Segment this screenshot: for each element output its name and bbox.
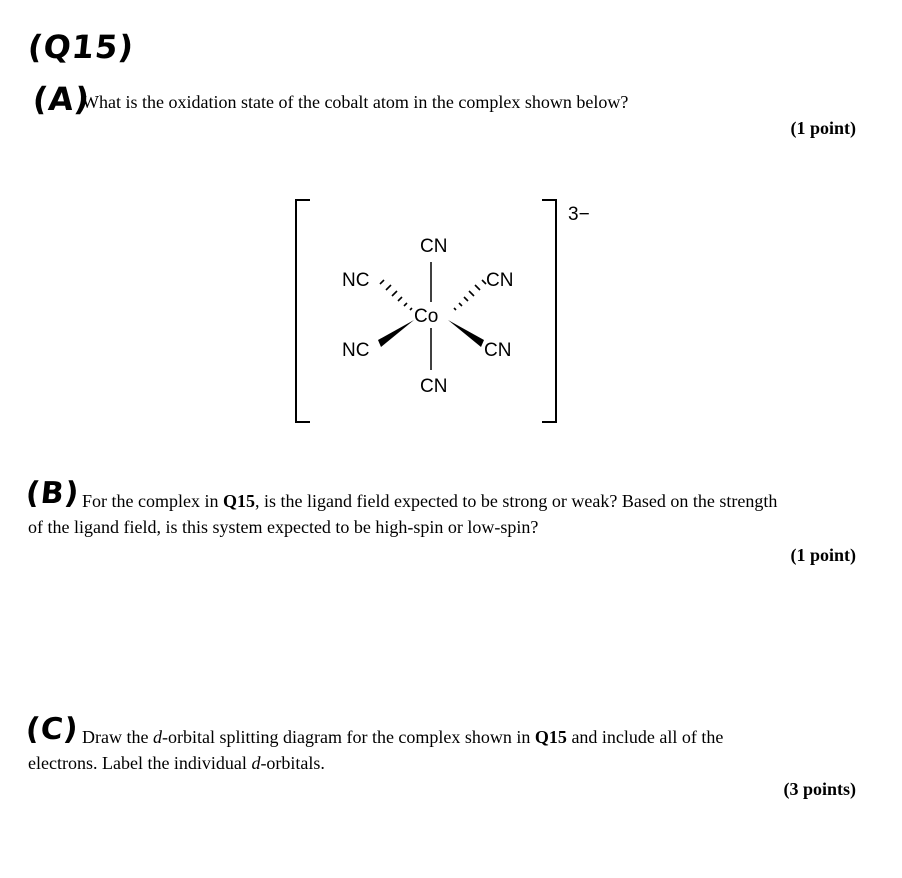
ligand-upper-right: CN xyxy=(486,270,514,291)
part-c-d-italic: d xyxy=(152,727,162,747)
part-c-question-line1 xyxy=(82,724,723,750)
ligand-lower-left: NC xyxy=(342,340,370,361)
part-b-text-a: For the complex in xyxy=(82,491,223,511)
part-c-text-d: electrons. Label the individual xyxy=(28,753,252,773)
hashed-bond-upper-left xyxy=(380,280,412,310)
part-b-q15-ref: Q15 xyxy=(222,491,255,511)
part-c-d-italic-2: d xyxy=(251,753,261,773)
part-b-question-line1 xyxy=(82,488,777,514)
right-bracket xyxy=(542,200,556,422)
part-b-text-b: , is the ligand field expected to be strong or weak? Based on the strength xyxy=(255,491,778,511)
complex-charge: 3− xyxy=(568,204,590,225)
question-number-handwritten: (Q15) xyxy=(26,28,136,66)
left-bracket xyxy=(296,200,310,422)
metal-center: Co xyxy=(414,306,439,327)
ligand-upper-left: NC xyxy=(342,270,370,291)
part-b-handwritten-label: (B) xyxy=(24,476,82,511)
part-c-q15-ref: Q15 xyxy=(534,727,567,747)
part-a-handwritten-label: (A) xyxy=(31,80,93,118)
ligand-lower-right: CN xyxy=(484,340,512,361)
part-a-question: What is the oxidation state of the cobalt atom in the complex shown below? xyxy=(82,92,629,112)
part-a-points: (1 point) xyxy=(790,118,856,138)
part-c-text-a: Draw the xyxy=(82,727,153,747)
part-c-question-line2 xyxy=(28,750,325,776)
part-c-text-b: -orbital splitting diagram for the complex shown in xyxy=(161,727,535,747)
part-b-points: (1 point) xyxy=(790,545,856,565)
part-c-text-e: -orbitals. xyxy=(260,753,325,773)
ligand-top: CN xyxy=(420,236,448,257)
cobalt-complex-diagram xyxy=(280,190,620,430)
part-c-points: (3 points) xyxy=(783,779,856,799)
wedge-bond-lower-right xyxy=(448,320,484,347)
hashed-bond-upper-right xyxy=(454,280,486,310)
wedge-bond-lower-left xyxy=(378,320,414,347)
part-b-question-line2: of the ligand field, is this system expected to be high-spin or low-spin? xyxy=(28,517,539,537)
part-c-handwritten-label: (C) xyxy=(24,712,81,747)
part-c-text-c: and include all of the xyxy=(566,727,724,747)
ligand-bottom: CN xyxy=(420,376,448,397)
